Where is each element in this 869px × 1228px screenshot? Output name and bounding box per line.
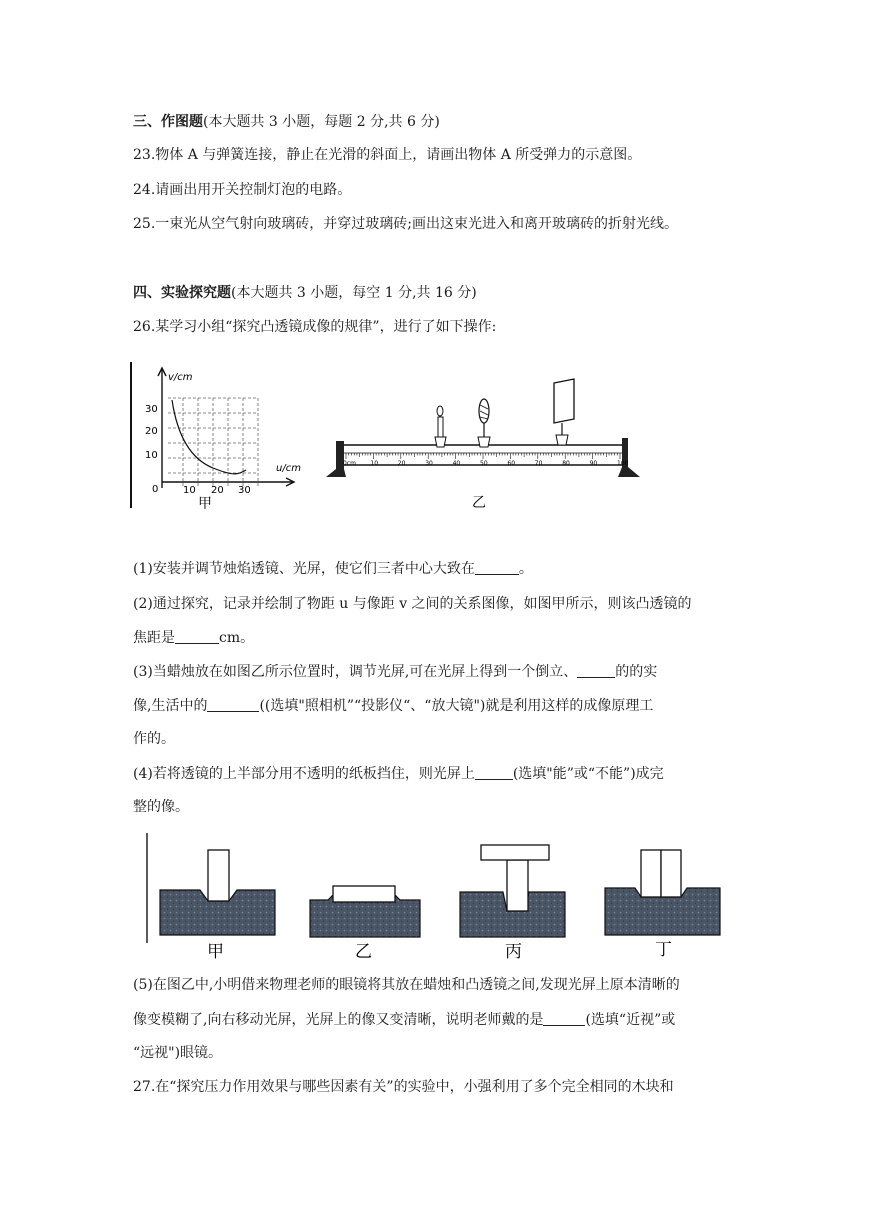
graph-origin: 0 [152, 484, 159, 495]
scale-label: 40 [452, 460, 461, 467]
sponge-b [310, 886, 420, 937]
answer-blank[interactable] [207, 697, 259, 712]
graph-grid [168, 398, 258, 488]
question-26-part3-line3: 作的。 [133, 731, 175, 747]
figure-optical-bench [322, 375, 647, 510]
answer-blank[interactable] [475, 765, 513, 780]
question-26-part4-line2: 整的像。 [133, 799, 189, 815]
sponge-d [605, 850, 720, 935]
figure-pressure-experiment [145, 833, 735, 961]
scale-label: 90 [589, 460, 598, 467]
question-26-part2-line2: 焦距是 cm。 [133, 630, 255, 646]
question-26-part1: (1)安装并调节烛焰透镜、光屏，使它们三者中心大致在 。 [133, 561, 533, 577]
bench-left-stand [326, 441, 346, 477]
answer-blank[interactable] [475, 560, 519, 575]
question-26-part5-line2: 像变模糊了,向右移动光屏，光屏上的像又变清晰，说明老师戴的是 (选填“近视”或 [133, 1012, 676, 1028]
pressure-caption-a: 甲 [207, 942, 224, 961]
section4-title: 四、实验探究题 [133, 285, 231, 301]
scale-label: 50 [480, 460, 488, 467]
scale-label: 20 [397, 460, 406, 467]
block-d-left [641, 850, 661, 897]
graph-x-tick: 20 [211, 485, 224, 496]
section4-note: (本大题共 3 小题，每空 1 分,共 16 分) [231, 285, 477, 301]
sponge-a [160, 850, 275, 935]
section3-heading [133, 113, 440, 131]
graph-curve [172, 400, 246, 474]
section3-note: (本大题共 3 小题，每题 2 分,共 6 分) [203, 114, 440, 130]
pressure-caption-c: 丙 [505, 942, 522, 961]
scale-label: 70 [534, 460, 543, 467]
question-26-intro: 26.某学习小组“探究凸透镜成像的规律”，进行了如下操作: [133, 319, 497, 335]
answer-blank[interactable] [543, 1011, 585, 1026]
graph-y-tick: 20 [145, 426, 158, 437]
question-26-part2-line1: (2)通过探究，记录并绘制了物距 u 与像距 v 之间的关系图像，如图甲所示，则该凸透镜的 [133, 596, 692, 612]
block-a-upright [208, 850, 229, 901]
question-26-part3-line1: (3)当蜡烛放在如图乙所示位置时，调节光屏,可在光屏上得到一个倒立、 的的实 [133, 664, 658, 680]
question-26-part4-line1: (4)若将透镜的上半部分用不透明的纸板挡住，则光屏上 (选填"能”或“不能”)成完 [133, 766, 664, 782]
graph-y-unit: v/cm [168, 372, 193, 383]
sponge-c [460, 845, 565, 937]
scale-label: 0cm [343, 460, 356, 467]
graph-y-tick: 30 [145, 404, 158, 415]
scale-label: 80 [562, 460, 570, 467]
section4-heading [133, 284, 477, 302]
block-c-upright [507, 860, 528, 911]
question-26-part5-line1: (5)在图乙中,小明借来物理老师的眼镜将其放在蜡烛和凸透镜之间,发现光屏上原本清晰的 [133, 977, 680, 993]
pressure-caption-b: 乙 [355, 942, 372, 961]
graph-x-tick: 10 [183, 485, 196, 496]
scale-label: 10 [370, 460, 379, 467]
candle [435, 406, 446, 447]
question-27-intro: 27.在“探究压力作用效果与哪些因素有关”的实验中，小强利用了多个完全相同的木块和 [133, 1079, 674, 1095]
question-24: 24.请画出用开关控制灯泡的电路。 [133, 182, 352, 198]
graph-x-tick: 30 [238, 485, 251, 496]
graph-x-unit: u/cm [276, 463, 301, 474]
scale-label: 30 [425, 460, 433, 467]
question-23: 23.物体 A 与弹簧连接，静止在光滑的斜面上，请画出物体 A 所受弹力的示意图。 [133, 147, 642, 163]
graph-caption: 甲 [198, 496, 212, 510]
question-26-part3-line2: 像,生活中的 ((选填"照相机”“投影仪“、“放大镜")就是利用这样的成像原理工 [133, 698, 654, 714]
bench-caption: 乙 [472, 495, 486, 510]
block-b-flat [333, 886, 395, 902]
question-25: 25.一束光从空气射向玻璃砖，并穿过玻璃砖;画出这束光进入和离开玻璃砖的折射光线。 [133, 216, 678, 232]
scale-label: 100 [617, 460, 629, 467]
pressure-caption-d: 丁 [655, 940, 672, 960]
scale-label: 60 [507, 460, 516, 467]
figure-uv-graph [128, 360, 303, 510]
answer-blank[interactable] [577, 663, 615, 678]
section3-title: 三、作图题 [133, 114, 203, 130]
convex-lens [478, 399, 490, 447]
light-screen [554, 379, 574, 445]
block-c-top [481, 845, 549, 860]
question-26-part5-line3: “远视")眼镜。 [133, 1045, 223, 1061]
block-d-right [661, 850, 681, 897]
answer-blank[interactable] [175, 629, 219, 644]
graph-y-tick: 10 [145, 450, 158, 461]
